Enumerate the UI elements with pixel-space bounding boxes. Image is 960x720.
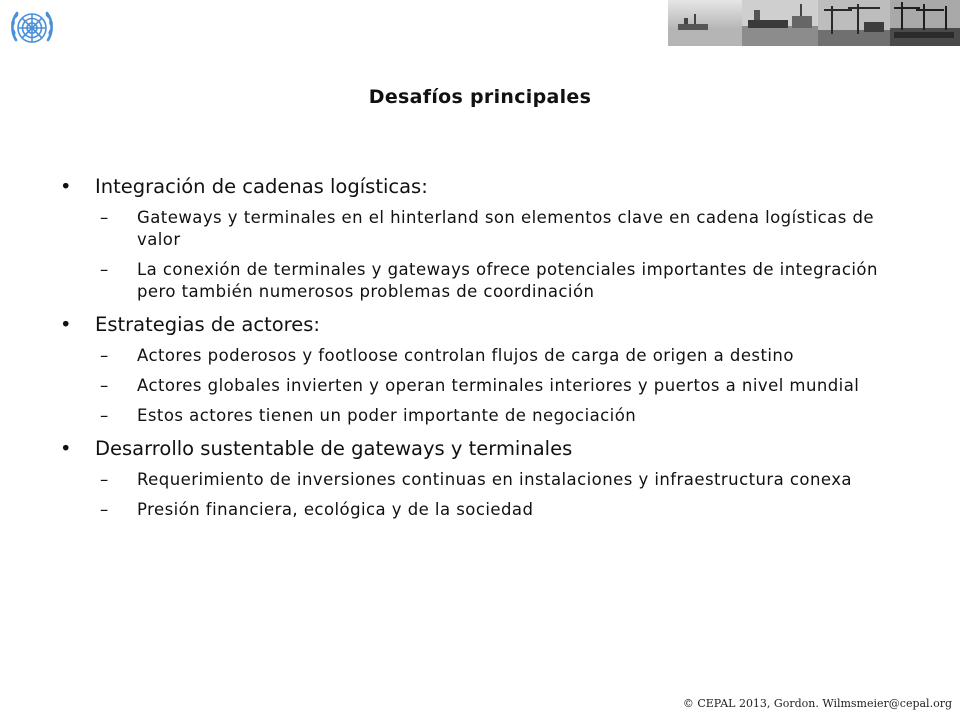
sub-bullet-item bbox=[60, 259, 900, 303]
bullet-marker: • bbox=[60, 437, 72, 460]
bullet-text: Estrategias de actores: bbox=[95, 313, 320, 336]
dash-marker: – bbox=[100, 376, 109, 395]
dash-marker: – bbox=[100, 500, 109, 519]
sub-bullet-text: Presión financiera, ecológica y de la sociedad bbox=[137, 500, 534, 519]
dash-marker: – bbox=[100, 346, 109, 365]
sub-bullet-item bbox=[60, 405, 900, 427]
dash-marker: – bbox=[100, 406, 109, 425]
sub-bullet-item bbox=[60, 375, 900, 397]
photo-port-terminal bbox=[890, 0, 960, 46]
port-photos-banner bbox=[668, 0, 960, 46]
sub-bullet-item bbox=[60, 207, 900, 251]
dash-marker: – bbox=[100, 260, 109, 279]
un-emblem-icon bbox=[8, 4, 56, 52]
photo-port-cranes bbox=[818, 0, 890, 46]
sub-bullet-list bbox=[60, 345, 900, 427]
bullet-item bbox=[60, 173, 900, 201]
dash-marker: – bbox=[100, 470, 109, 489]
sub-bullet-text: Requerimiento de inversiones continuas en instalaciones y infraestructura conexa bbox=[137, 470, 852, 489]
sub-bullet-item bbox=[60, 499, 900, 521]
sub-bullet-text: La conexión de terminales y gateways ofrece potenciales importantes de integración pero también numerosos problemas de coordinación bbox=[137, 260, 878, 301]
photo-port-ships bbox=[742, 0, 818, 46]
copyright-footer: © CEPAL 2013, Gordon. Wilmsmeier@cepal.org bbox=[682, 697, 952, 710]
sub-bullet-text: Estos actores tienen un poder importante de negociación bbox=[137, 406, 637, 425]
photo-port-sea bbox=[668, 0, 742, 46]
slide-title: Desafíos principales bbox=[368, 86, 592, 108]
bullet-text: Desarrollo sustentable de gateways y terminales bbox=[95, 437, 573, 460]
sub-bullet-list bbox=[60, 469, 900, 521]
bullet-marker: • bbox=[60, 313, 72, 336]
slide-content bbox=[60, 173, 900, 529]
sub-bullet-item bbox=[60, 469, 900, 491]
bullet-item bbox=[60, 435, 900, 463]
bullet-item bbox=[60, 311, 900, 339]
sub-bullet-item bbox=[60, 345, 900, 367]
sub-bullet-text: Gateways y terminales en el hinterland son elementos clave en cadena logísticas de valor bbox=[137, 208, 874, 249]
sub-bullet-text: Actores globales invierten y operan terminales interiores y puertos a nivel mundial bbox=[137, 376, 860, 395]
bullet-marker: • bbox=[60, 175, 72, 198]
bullet-text: Integración de cadenas logísticas: bbox=[95, 175, 428, 198]
dash-marker: – bbox=[100, 208, 109, 227]
sub-bullet-list bbox=[60, 207, 900, 303]
sub-bullet-text: Actores poderosos y footloose controlan flujos de carga de origen a destino bbox=[137, 346, 794, 365]
